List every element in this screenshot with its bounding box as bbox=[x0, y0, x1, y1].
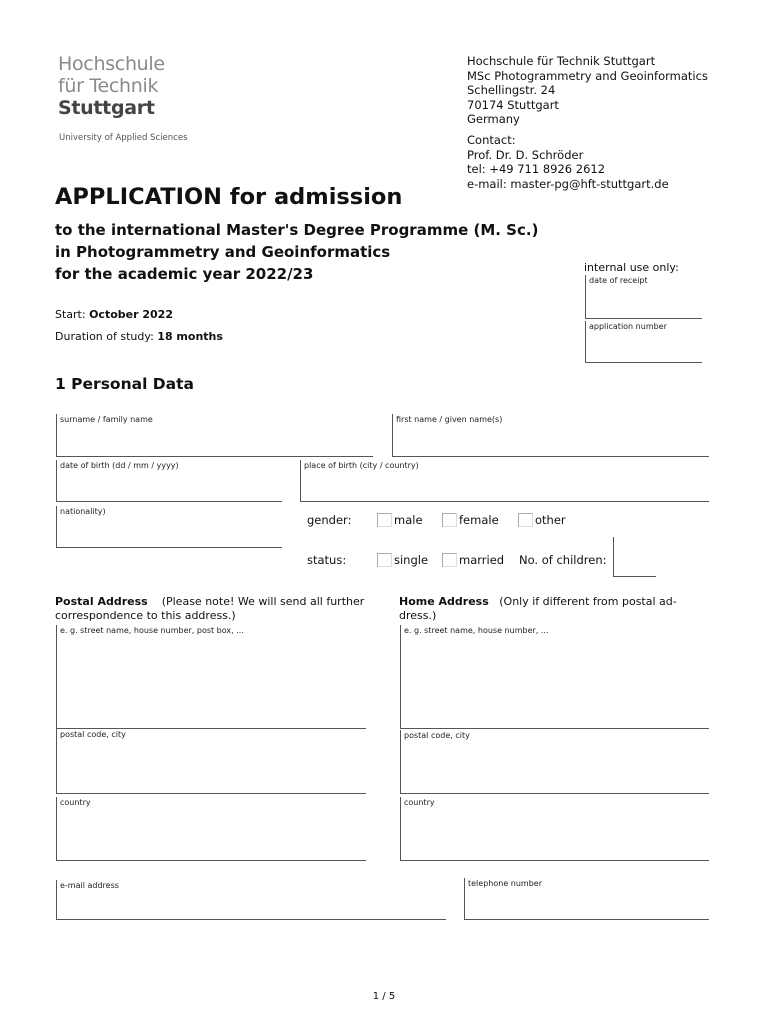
gender-female-checkbox[interactable] bbox=[442, 513, 457, 527]
postal-street-field[interactable] bbox=[56, 625, 366, 729]
start-row bbox=[55, 308, 173, 321]
home-address-heading bbox=[399, 595, 719, 609]
logo-line-3: Stuttgart bbox=[58, 97, 155, 119]
address-country: Germany bbox=[467, 112, 520, 126]
postal-address-note-2: correspondence to this address.) bbox=[55, 609, 236, 622]
place-of-birth-field[interactable] bbox=[300, 460, 709, 502]
status-label: status: bbox=[307, 553, 347, 567]
postal-street-label: e. g. street name, house number, post box, ... bbox=[60, 626, 244, 635]
date-of-receipt-field bbox=[585, 275, 702, 319]
gender-female-label: female bbox=[459, 513, 499, 527]
home-address-title: Home Address bbox=[399, 595, 489, 608]
home-code-city-label: postal code, city bbox=[404, 731, 470, 740]
postal-country-field[interactable] bbox=[56, 797, 366, 861]
home-street-field[interactable] bbox=[400, 625, 709, 729]
page-title: APPLICATION for admission bbox=[55, 184, 403, 210]
first-name-label: first name / given name(s) bbox=[396, 415, 503, 424]
application-number-label: application number bbox=[589, 322, 667, 331]
nationality-label: nationality) bbox=[60, 507, 106, 516]
title-line-1: to the international Master's Degree Programme (M. Sc.) bbox=[55, 221, 539, 239]
gender-male-label: male bbox=[394, 513, 423, 527]
postal-code-city-label: postal code, city bbox=[60, 730, 126, 739]
postal-address-heading bbox=[55, 595, 375, 609]
logo-subtitle: University of Applied Sciences bbox=[59, 133, 188, 143]
title-line-3: for the academic year 2022/23 bbox=[55, 265, 314, 283]
telephone-number-label: telephone number bbox=[468, 879, 543, 888]
children-label: No. of children: bbox=[519, 553, 607, 567]
telephone-number-field[interactable] bbox=[464, 878, 709, 920]
postal-address-note-1: (Please note! We will send all further bbox=[161, 595, 365, 608]
nationality-field[interactable] bbox=[56, 506, 282, 548]
duration-value: 18 months bbox=[157, 330, 223, 343]
children-count-field[interactable] bbox=[613, 537, 656, 577]
duration-label: Duration of study: bbox=[55, 330, 154, 343]
contact-tel: tel: +49 711 8926 2612 bbox=[467, 162, 606, 176]
surname-field[interactable] bbox=[56, 414, 373, 457]
contact-label: Contact: bbox=[467, 133, 516, 147]
internal-use-heading: internal use only: bbox=[584, 261, 679, 274]
section-personal-data-title: 1 Personal Data bbox=[55, 375, 194, 393]
status-single-label: single bbox=[394, 553, 429, 567]
postal-country-label: country bbox=[60, 798, 91, 807]
contact-name: Prof. Dr. D. Schröder bbox=[467, 147, 584, 162]
contact-email: e-mail: master-pg@hft-stuttgart.de bbox=[467, 176, 669, 191]
gender-other-label: other bbox=[535, 513, 566, 527]
home-country-field[interactable] bbox=[400, 797, 709, 861]
date-of-birth-field[interactable] bbox=[56, 460, 282, 502]
home-address-note-2: dress.) bbox=[399, 609, 437, 622]
start-label: Start: bbox=[55, 308, 86, 321]
date-of-receipt-label: date of receipt bbox=[589, 276, 648, 285]
gender-label: gender: bbox=[307, 513, 352, 527]
home-street-label: e. g. street name, house number, ... bbox=[404, 626, 549, 635]
logo-line-1: Hochschule bbox=[58, 53, 165, 75]
duration-row bbox=[55, 330, 223, 343]
date-of-birth-label: date of birth (dd / mm / yyyy) bbox=[60, 461, 179, 470]
status-single-checkbox[interactable] bbox=[377, 553, 392, 567]
gender-other-checkbox[interactable] bbox=[518, 513, 533, 527]
postal-code-city-field[interactable] bbox=[56, 729, 366, 794]
title-line-2: in Photogrammetry and Geoinformatics bbox=[55, 243, 391, 261]
logo-line-2: für Technik bbox=[58, 75, 159, 97]
address-institution: Hochschule für Technik Stuttgart bbox=[467, 54, 656, 68]
start-value: October 2022 bbox=[89, 308, 173, 321]
address-programme: MSc Photogrammetry and Geoinformatics bbox=[467, 68, 708, 83]
application-number-field bbox=[585, 321, 702, 363]
first-name-field[interactable] bbox=[392, 414, 709, 457]
home-address-note-1: (Only if different from postal ad- bbox=[499, 595, 677, 608]
home-country-label: country bbox=[404, 798, 435, 807]
address-street: Schellingstr. 24 bbox=[467, 83, 556, 97]
place-of-birth-label: place of birth (city / country) bbox=[304, 461, 419, 470]
email-address-field[interactable] bbox=[56, 880, 446, 920]
surname-label: surname / family name bbox=[60, 415, 153, 424]
address-city: 70174 Stuttgart bbox=[467, 97, 559, 112]
email-address-label: e-mail address bbox=[60, 881, 119, 890]
home-code-city-field[interactable] bbox=[400, 730, 709, 794]
gender-male-checkbox[interactable] bbox=[377, 513, 392, 527]
status-married-checkbox[interactable] bbox=[442, 553, 457, 567]
page-number: 1 / 5 bbox=[372, 991, 396, 1002]
postal-address-title: Postal Address bbox=[55, 595, 148, 608]
status-married-label: married bbox=[459, 553, 505, 567]
